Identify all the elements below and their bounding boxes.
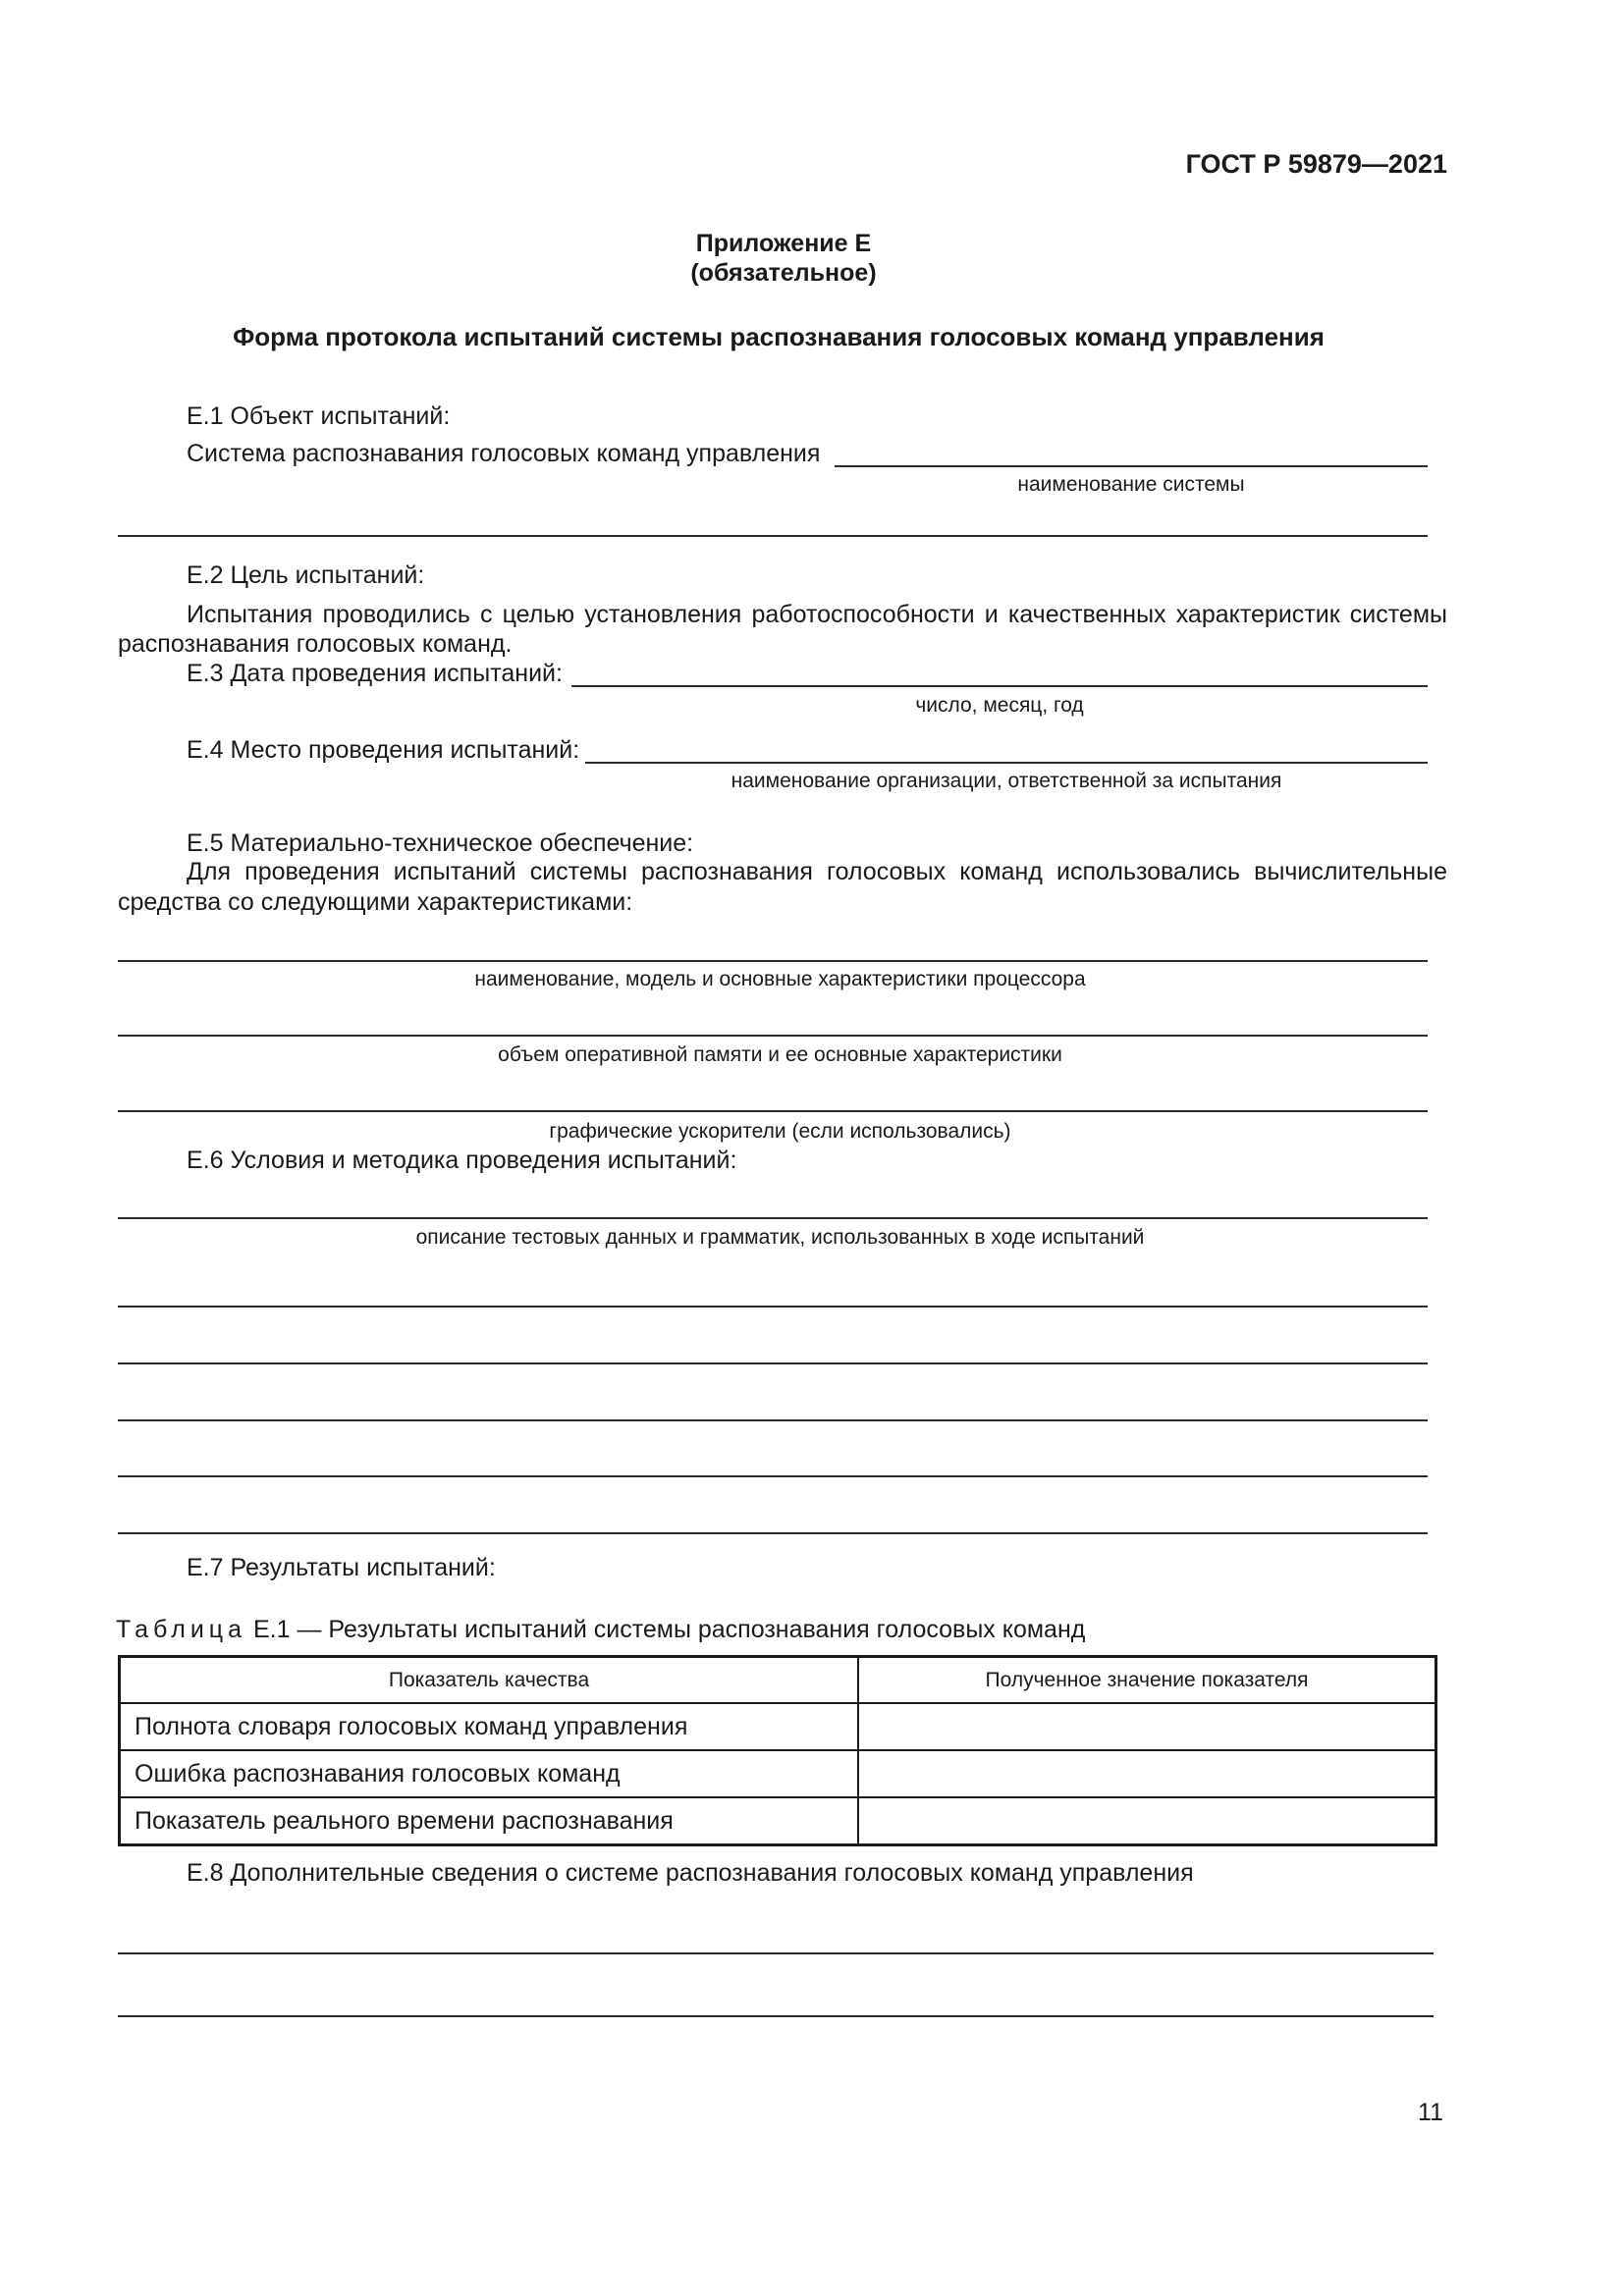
table-row xyxy=(120,1750,1436,1797)
e5-cpu-field[interactable] xyxy=(118,960,1428,962)
e5-text-line1: Для проведения испытаний системы распознавания голосовых команд использовались вычислительные xyxy=(187,858,1447,885)
e6-heading: Е.6 Условия и методика проведения испытаний: xyxy=(187,1147,737,1174)
e4-place-field[interactable] xyxy=(585,762,1428,764)
e8-info-line[interactable] xyxy=(118,2015,1434,2017)
table-row xyxy=(120,1703,1436,1750)
results-table xyxy=(118,1655,1437,1846)
value-cell[interactable] xyxy=(858,1797,1436,1845)
e6-description-line[interactable] xyxy=(118,1306,1428,1308)
e5-heading: Е.5 Материально-техническое обеспечение: xyxy=(187,829,694,857)
e3-caption: число, месяц, год xyxy=(915,694,1084,717)
e5-cpu-caption: наименование, модель и основные характеристики процессора xyxy=(474,968,1086,990)
e6-description-line[interactable] xyxy=(118,1532,1428,1534)
column-header-value: Полученное значение показателя xyxy=(858,1657,1436,1704)
e1-caption: наименование системы xyxy=(1017,473,1245,496)
e2-text-line2: распознавания голосовых команд. xyxy=(118,630,513,658)
e5-ram-caption: объем оперативной памяти и ее основные характеристики xyxy=(498,1043,1062,1066)
e6-description-line[interactable] xyxy=(118,1362,1428,1364)
e2-heading: Е.2 Цель испытаний: xyxy=(187,561,425,589)
e6-caption: описание тестовых данных и грамматик, использованных в ходе испытаний xyxy=(415,1226,1145,1249)
page-number: 11 xyxy=(1418,2099,1443,2126)
appendix-status: (обязательное) xyxy=(690,259,877,287)
metric-cell: Ошибка распознавания голосовых команд xyxy=(120,1750,859,1797)
e6-conditions-field[interactable] xyxy=(118,1217,1428,1219)
value-cell[interactable] xyxy=(858,1703,1436,1750)
e6-description-line[interactable] xyxy=(118,1419,1428,1421)
form-title: Форма протокола испытаний системы распознавания голосовых команд управления xyxy=(233,322,1325,351)
e5-gpu-field[interactable] xyxy=(118,1110,1428,1112)
table-row xyxy=(120,1797,1436,1845)
e5-gpu-caption: графические ускорители (если использовались) xyxy=(549,1120,1011,1143)
e8-heading: Е.8 Дополнительные сведения о системе распознавания голосовых команд управления xyxy=(187,1859,1194,1887)
table-header-row xyxy=(120,1657,1436,1704)
e3-date-field[interactable] xyxy=(571,685,1428,687)
table-caption-text: Е.1 — Результаты испытаний системы распознавания голосовых команд xyxy=(246,1616,1086,1643)
table-caption-prefix: Таблица xyxy=(116,1616,247,1643)
e1-system-name-field[interactable] xyxy=(835,465,1428,467)
column-header-metric: Показатель качества xyxy=(120,1657,859,1704)
metric-cell: Показатель реального времени распознавания xyxy=(120,1797,859,1845)
e1-label: Система распознавания голосовых команд управления xyxy=(187,440,821,467)
e8-info-line[interactable] xyxy=(118,1952,1434,1954)
e5-text-line2: средства со следующими характеристиками: xyxy=(118,888,633,916)
e5-ram-field[interactable] xyxy=(118,1035,1428,1037)
e4-label: Е.4 Место проведения испытаний: xyxy=(187,736,580,764)
value-cell[interactable] xyxy=(858,1750,1436,1797)
e7-heading: Е.7 Результаты испытаний: xyxy=(187,1554,496,1581)
e4-caption: наименование организации, ответственной за испытания xyxy=(731,770,1282,792)
table-caption xyxy=(116,1615,1085,1644)
document-code: ГОСТ Р 59879—2021 xyxy=(1185,149,1447,179)
e2-text-line1: Испытания проводились с целью установления работоспособности и качественных характеристик системы xyxy=(187,601,1447,628)
e1-system-name-field-continued[interactable] xyxy=(118,535,1428,537)
e3-label: Е.3 Дата проведения испытаний: xyxy=(187,660,563,687)
e1-heading: Е.1 Объект испытаний: xyxy=(187,402,451,430)
e6-description-line[interactable] xyxy=(118,1475,1428,1477)
metric-cell: Полнота словаря голосовых команд управления xyxy=(120,1703,859,1750)
appendix-title: Приложение Е xyxy=(695,230,872,257)
